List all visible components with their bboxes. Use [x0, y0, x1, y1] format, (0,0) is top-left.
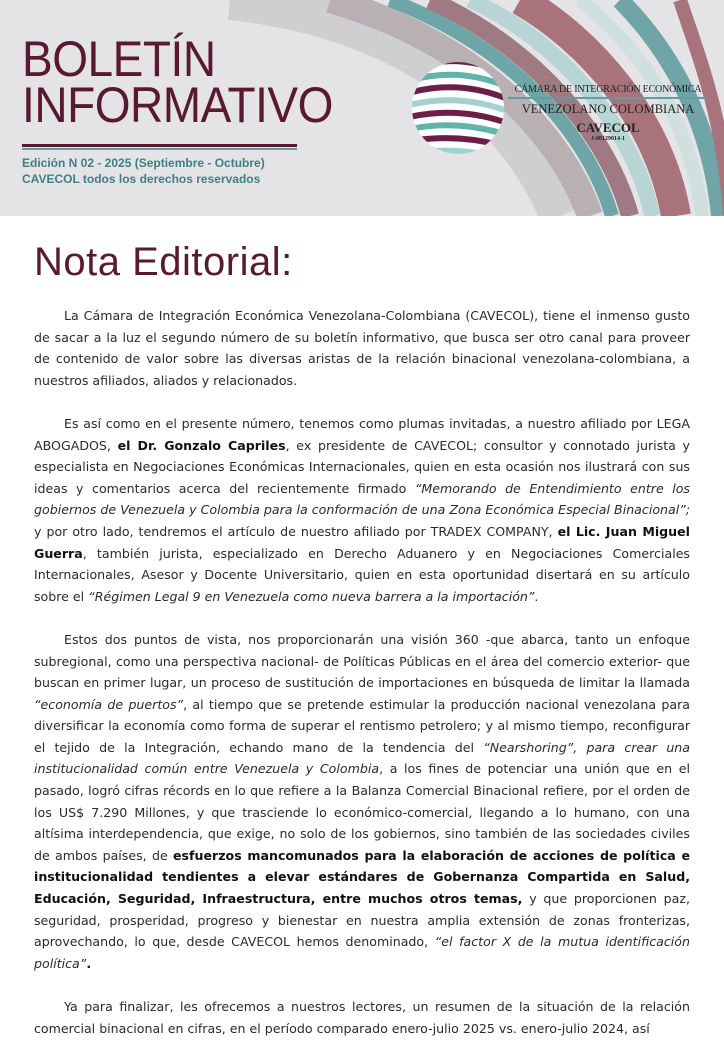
newsletter-header [0, 0, 724, 216]
paragraph-text: , a los fines de potenciar una unión que en el pasado, logró cifras récords en lo que refiere a la Balanza Comercial Binacional refiere, por el orden de los US$ 7.290 Millones, y que trasciende lo económico-comercial, llegando a lo humano, con una altísima interdependencia, que exige, no solo de los gobiernos, sino también de las sociedades civiles de ambos países, de [34, 761, 690, 863]
italic-text: “el factor X de la mutua identificación política” [34, 934, 690, 971]
italic-text: “Régimen Legal 9 en Venezuela como nueva barrera a la importación” [88, 588, 535, 604]
bold-text: esfuerzos mancomunados para la elaboración de acciones de política e institucionalidad tendientes a elevar estándares de Gobernanza Compartida en Salud, Educación, Seguridad, Infraestructura, entre muchos otros temas, [34, 847, 690, 907]
title-line-2: INFORMATIVO [22, 77, 333, 133]
paragraph-text: , al tiempo que se pretende estimular la producción nacional venezolana para diversificar la economía como forma de superar el rentismo petrolero; y al mismo tiempo, reconfigurar el tejido de la Integración, echando mano de la tendencia del [34, 696, 690, 755]
paragraph-text: y que proporcionen paz, seguridad, prosperidad, progreso y bienestar en nuestra amplia extensión de zonas fronterizas, aprovechando, lo que, desde CAVECOL hemos denominado, [34, 891, 690, 950]
editorial-paragraph [34, 413, 690, 607]
paragraph-text: La Cámara de Integración Económica Venezolana-Colombiana (CAVECOL), tiene el inmenso gusto de sacar a la luz el segundo número de su boletín informativo, que busca ser otro canal para proveer de contenido de valor sobre las diversas aristas de la relación binacional venezolana-colombiana, a nuestros afiliados, aliados y relacionados. [34, 308, 690, 388]
italic-text: “economía de puertos” [34, 696, 184, 712]
cavecol-logo-text [508, 84, 708, 142]
bold-text: el Dr. Gonzalo Capriles [117, 437, 286, 453]
edition-label: Edición N 02 - 2025 (Septiembre - Octubre) [22, 156, 265, 170]
editorial-title: Nota Editorial: [34, 240, 293, 284]
logo-rif: J-00129014-1 [591, 136, 625, 142]
paragraph-text: , ex presidente de CAVECOL; consultor y connotado jurista y especialista en Negociaciones Económicas Internacionales, quien en esta ocasión nos ilustrará con sus ideas y comentarios acerca del recientemente firmado [34, 437, 690, 496]
bold-text: el Lic. Juan Miguel Guerra [34, 523, 691, 561]
editorial-paragraph [34, 629, 690, 975]
newsletter-title [22, 31, 333, 133]
bold-text: . [86, 955, 92, 971]
italic-text: “Nearshoring”, para crear una institucionalidad común entre Venezuela y Colombia [34, 739, 691, 777]
striped-globe-icon [410, 60, 506, 156]
logo-line-2: VENEZOLANO COLOMBIANA [521, 102, 695, 116]
divider [22, 148, 297, 150]
paragraph-text: , también jurista, especializado en Derecho Aduanero y en Negociaciones Comerciales Internacionales, Asesor y Docente Universitario, quien en esta oportunidad disertará en su artículo sobre el [34, 545, 690, 604]
divider [22, 144, 297, 147]
editorial-paragraph [34, 305, 690, 391]
rights-label: CAVECOL todos los derechos reservados [22, 172, 261, 186]
edition-info [22, 155, 265, 187]
logo-line-3: CAVECOL [576, 120, 640, 135]
paragraph-text: y por otro lado, tendremos el artículo de nuestro afiliado por TRADEX COMPANY, [34, 523, 558, 539]
title-line-1: BOLETÍN [22, 31, 216, 87]
paragraph-text: Es así como en el presente número, tenemos como plumas invitadas, a nuestro afiliado por LEGA ABOGADOS, [34, 415, 690, 453]
logo-line-1: CÁMARA DE INTEGRACIÓN ECONÓMICA [508, 84, 708, 99]
paragraph-text: Ya para finalizar, les ofrecemos a nuestros lectores, un resumen de la situación de la relación comercial binacional en cifras, en el período comparado enero-julio 2025 vs. enero-julio 2024, así [34, 999, 690, 1036]
paragraph-text: . [534, 588, 539, 604]
editorial-paragraph [34, 996, 690, 1039]
italic-text: “Memorando de Entendimiento entre los gobiernos de Venezuela y Colombia para la conformación de una Zona Económica Especial Binacional”; [34, 480, 690, 518]
paragraph-text: Estos dos puntos de vista, nos proporcionarán una visión 360 -que abarca, tanto un enfoque subregional, como una perspectiva nacional- de Políticas Públicas en el área del comercio exterior- que buscan en primer lugar, un proceso de sustitución de importaciones en búsqueda de limitar la llamada [34, 631, 690, 691]
editorial-body [34, 305, 690, 1061]
